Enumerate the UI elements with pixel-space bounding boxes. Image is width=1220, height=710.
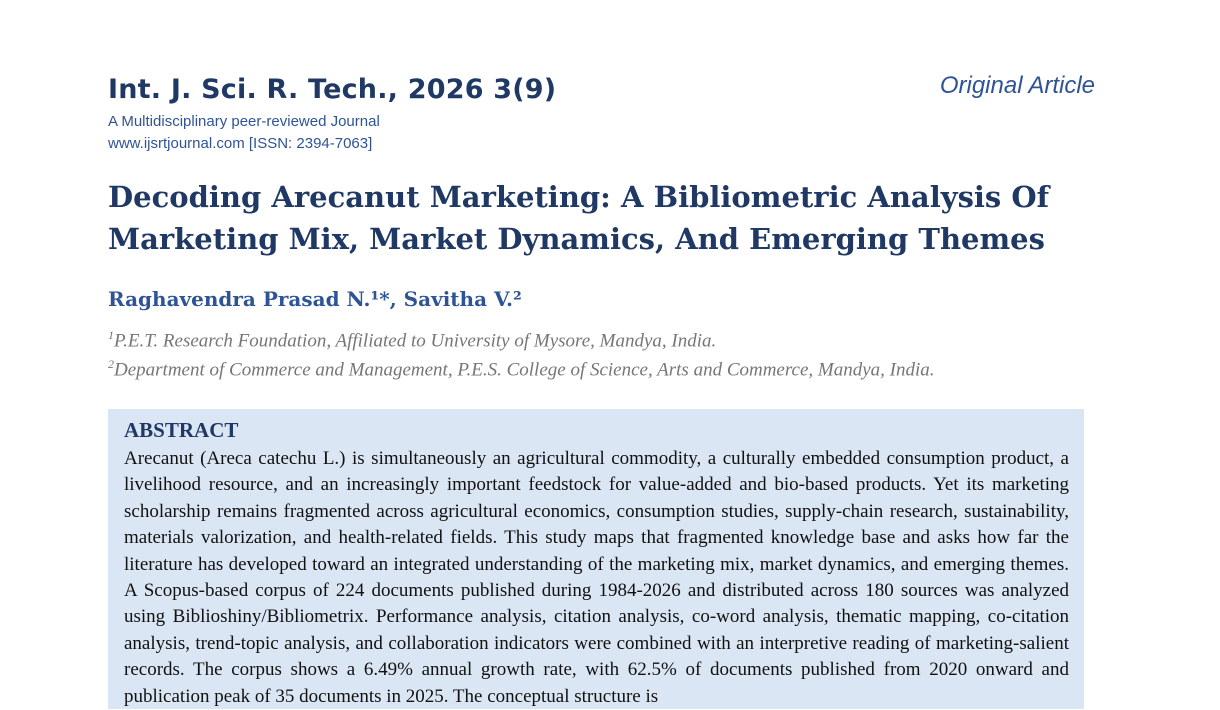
journal-website-issn[interactable]: www.ijsrtjournal.com [ISSN: 2394-7063]: [108, 135, 373, 152]
affiliation-2: [108, 357, 935, 381]
affiliation-text: Department of Commerce and Management, P.E.S. College of Science, Arts and Commerce, Mandya, India.: [114, 359, 935, 381]
abstract-heading: ABSTRACT: [124, 418, 239, 442]
journal-tagline: A Multidisciplinary peer-reviewed Journal: [108, 113, 380, 130]
paper-title: Decoding Arecanut Marketing: A Bibliometric Analysis Of Marketing Mix, Market Dynamics, And Emerging Themes: [108, 180, 1050, 256]
abstract-text: Arecanut (Areca catechu L.) is simultaneously an agricultural commodity, a culturally embedded consumption product, a livelihood resource, and an increasingly important feedstock for value-added and bio-based products. Yet its marketing scholarship remains fragmented across agricultural economics, consumption studies, supply-chain research, sustainability, materials valorization, and health-related fields. This study maps that fragmented knowledge base and asks how far the literature has developed toward an integrated understanding of the marketing mix, market dynamics, and emerging themes. A Scopus-based corpus of 224 documents published during 1984-2026 and distributed across 180 sources was analyzed using Biblioshiny/Bibliometrix. Performance analysis, citation analysis, co-word analysis, thematic mapping, co-citation analysis, trend-topic analysis, and collaboration indicators were combined with an interpretive reading of marketing-salient records. The corpus shows a 6.49% annual growth rate, with 62.5% of documents published from 2020 onward and publication peak of 35 documents in 2025. The conceptual structure is: [124, 448, 1069, 707]
affiliation-1: [108, 328, 716, 352]
article-type-label: Original Article: [939, 72, 1095, 99]
author-list: Raghavendra Prasad N.¹*, Savitha V.²: [108, 287, 522, 311]
affiliation-text: P.E.T. Research Foundation, Affiliated to University of Mysore, Mandya, India.: [114, 330, 717, 352]
journal-title: Int. J. Sci. R. Tech., 2026 3(9): [108, 74, 557, 105]
affiliation-marker: 2: [108, 357, 114, 371]
affiliation-marker: 1: [108, 328, 114, 342]
abstract-box: [108, 409, 1084, 709]
